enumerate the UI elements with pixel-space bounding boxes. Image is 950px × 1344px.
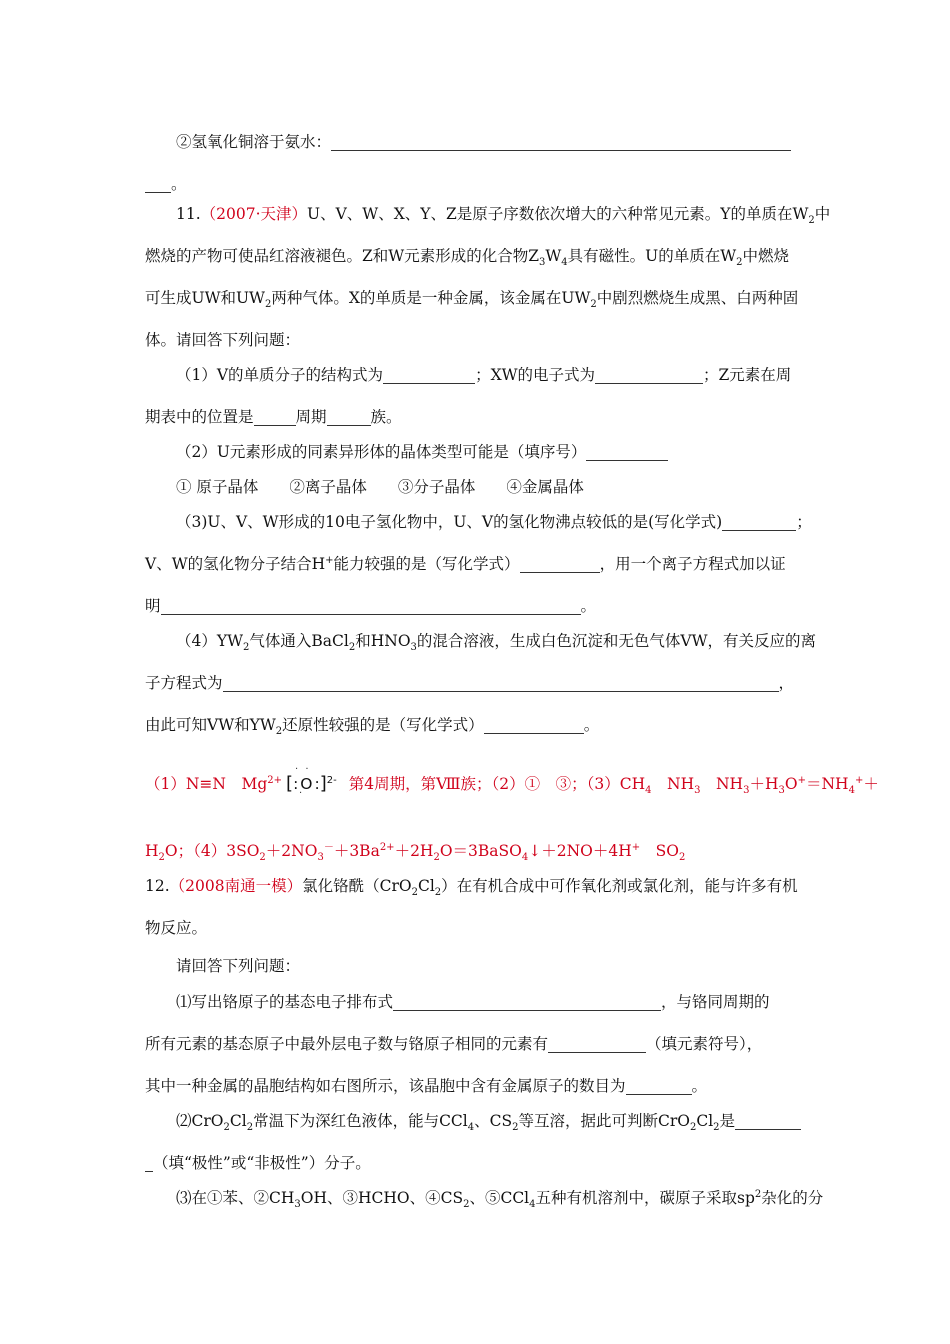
answer-blank[interactable] (548, 1036, 646, 1053)
q11-part3-line-3: 明 。 (145, 597, 597, 615)
answer-blank[interactable] (586, 444, 668, 461)
answer-blank[interactable] (595, 367, 703, 384)
q10-item2-line (176, 131, 810, 153)
q11-stem-line-3: 可生成UW和$UW_2$两种气体。X的单质是一种金属，该金属在$UW_2$中剧烈燃烧生成黑、白两种固 (145, 289, 799, 311)
q11-part3-line-2: V、W的氢化物分子结合H+能力较强的是（写化学式） ，用一个离子方程式加以证 (145, 554, 786, 573)
answer-blank[interactable] (735, 1113, 801, 1130)
q12-stem-line-2: 物反应。 (145, 919, 208, 937)
q12-part2-line-1: $⑵CrO_2Cl_2$常温下为深红色液体，能与CCl$_4$、$CS_2$等互溶，据此可判断$CrO_2Cl_2$是 (176, 1110, 810, 1132)
question-number: 12. (145, 877, 170, 895)
answer-blank[interactable] (484, 717, 584, 734)
q11-stem-line-2: 燃烧的产物可使品红溶液褪色。Z和W元素形成的化合物$Z_3W_4$具有磁性。U的单质在$W_2$中燃烧 (145, 247, 790, 269)
q10-item2-tail-line: 。 (145, 173, 810, 195)
answer-blank[interactable] (223, 675, 779, 692)
q11-part4-line-3: 由此可知VW和$YW_2$还原性较强的是（写化学式） 。 (145, 716, 600, 738)
answer-blank[interactable] (383, 367, 475, 384)
q12-part1-line-2: 所有元素的基态原子中最外层电子数与铬原子相同的元素有 （填元素符号）， (145, 1035, 763, 1053)
q12-stem-line-1: 12.（2008南通一模）氯化铬酰$(CrO_2Cl_2)$在有机合成中可作氧化剂或氯化剂，能与许多有机 (145, 877, 798, 899)
q12-prompt: 请回答下列问题： (176, 957, 301, 975)
q12-part1-line-1: ⑴写出铬原子的基态电子排布式 ，与铬同周期的 (176, 993, 770, 1011)
q11-stem-line-4: 体。请回答下列问题： (145, 331, 301, 349)
answer-blank[interactable] (145, 176, 171, 193)
oxide-electron-dot-formula: [: O :]$^{2-}$ · · · (286, 764, 337, 799)
q11-part3-line-1: （3)U、V、W形成的10电子氢化物中，U、V的氢化物沸点较低的是(写化学式) ； (176, 513, 812, 531)
q12-part3-line-1: ⑶在①苯、$②CH_3OH$、③HCHO、$④CS_2$、⑤CCl$_4$五种有机溶剂中，碳原子采取$sp^2$杂化的分 (176, 1188, 824, 1211)
answer-blank[interactable] (393, 994, 661, 1011)
question-source: （2007·天津） (200, 205, 308, 223)
q11-part2-options: ① 原子晶体 ②离子晶体 ③分子晶体 ④金属晶体 (176, 478, 584, 496)
answer-blank[interactable] (161, 598, 581, 615)
question-source: （2008南通一模） (169, 877, 303, 895)
question-number: 11. (176, 205, 201, 223)
answer11-line-1: （1）N≡N $Mg^{2+}$ [: O :]$^{2-}$ · · · 第4周期，第Ⅷ族；（2）① ③；$(3)CH_4$ $NH_3$ $NH_3+H_3O^+=NH_4^++$ (145, 764, 879, 799)
answer-blank[interactable] (327, 409, 371, 426)
q11-part2-line: （2）U元素形成的同素异形体的晶体类型可能是（填序号） (176, 441, 810, 463)
answer-blank[interactable] (722, 514, 796, 531)
answer-blank[interactable] (520, 556, 600, 573)
q11-part1-line-2: 期表中的位置是 周期 族。 (145, 408, 402, 426)
answer-blank[interactable] (145, 1155, 153, 1172)
q12-part1-line-3: 其中一种金属的晶胞结构如右图所示，该晶胞中含有金属原子的数目为 。 (145, 1077, 708, 1095)
answer-blank[interactable] (254, 409, 296, 426)
q11-part4-line-2: 子方程式为 ， (145, 674, 795, 692)
q11-stem-line-1: 11.（2007·天津）U、V、W、X、Y、Z是原子序数依次增大的六种常见元素。Y的单质在$W_2$中 (176, 205, 831, 227)
q12-part2-line-2: （填“极性”或“非极性”）分子。 (145, 1152, 810, 1174)
q10-item2-label: ②氢氧化铜溶于氨水： (176, 133, 332, 151)
q11-part4-line-1: $(4)YW_2$气体通入BaCl$_2$和$HNO_3$的混合溶液，生成白色沉淀和无色气体VW，有关反应的离 (176, 632, 817, 654)
q11-part1-line-1: （1）V的单质分子的结构式为 ；XW的电子式为 ；Z元素在周 (176, 366, 792, 384)
answer-blank[interactable] (626, 1078, 692, 1095)
answer-blank[interactable] (331, 134, 791, 151)
answer11-line-2: $H_2O$；$(4)3SO_2+2NO_3^-+3Ba^{2+}+2H_2O=3BaSO_4↓+2NO+4H^+$ $SO_2$ (145, 841, 686, 864)
